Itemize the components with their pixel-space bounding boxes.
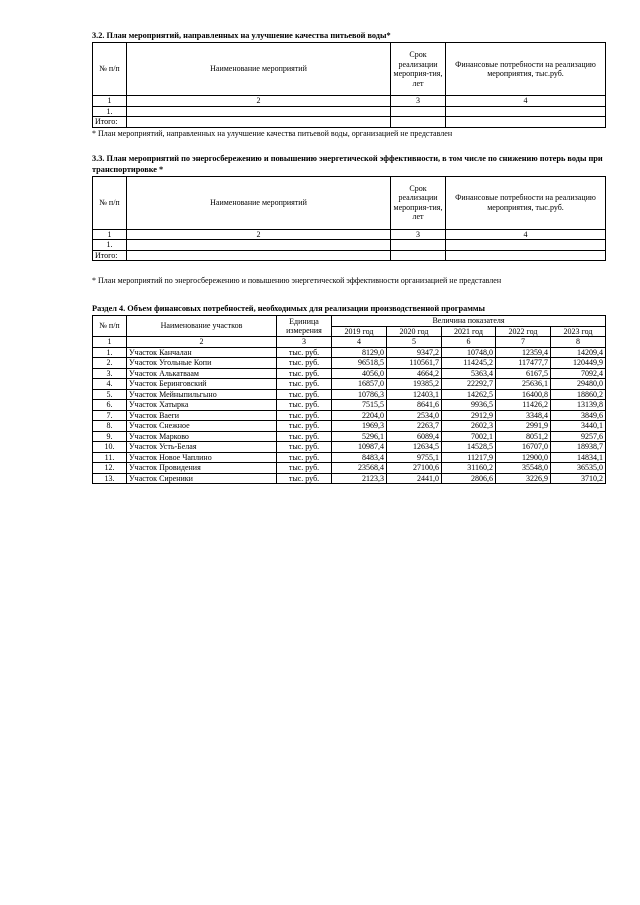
index-cell: 4	[446, 229, 606, 240]
value-2021: 9936,5	[442, 400, 496, 411]
row-number: 1.	[93, 240, 127, 251]
value-2023: 7092,4	[551, 368, 606, 379]
total-label: Итого:	[93, 117, 127, 128]
row-number: 7.	[93, 410, 127, 421]
site-name: Участок Сиреники	[127, 473, 277, 484]
value-2023: 3440,1	[551, 421, 606, 432]
empty-cell	[127, 240, 391, 251]
row-number: 9.	[93, 431, 127, 442]
row-number: 5.	[93, 389, 127, 400]
unit-cell: тыс. руб.	[277, 410, 332, 421]
value-2019: 2123,3	[332, 473, 387, 484]
section-4-body	[93, 347, 606, 484]
unit-cell: тыс. руб.	[277, 452, 332, 463]
col-term-header: Срок реализации мероприя-тия, лет	[391, 43, 446, 96]
value-2019: 10987,4	[332, 442, 387, 453]
col-num-header: № п/п	[93, 316, 127, 337]
value-2019: 10786,3	[332, 389, 387, 400]
row-number: 4.	[93, 379, 127, 390]
table-row	[93, 400, 606, 411]
value-2020: 110561,7	[387, 358, 442, 369]
table-3-3	[92, 176, 606, 262]
site-name: Участок Хатырка	[127, 400, 277, 411]
value-2020: 8641,6	[387, 400, 442, 411]
value-2019: 7515,5	[332, 400, 387, 411]
value-2022: 117477,7	[496, 358, 551, 369]
value-2020: 12403,1	[387, 389, 442, 400]
value-2023: 36535,0	[551, 463, 606, 474]
unit-cell: тыс. руб.	[277, 389, 332, 400]
value-2023: 18938,7	[551, 442, 606, 453]
table-row	[93, 473, 606, 484]
year-header: 2019 год	[332, 326, 387, 337]
value-2021: 14528,5	[442, 442, 496, 453]
value-2022: 12900,0	[496, 452, 551, 463]
value-2019: 96518,5	[332, 358, 387, 369]
value-2023: 3710,2	[551, 473, 606, 484]
value-2019: 8483,4	[332, 452, 387, 463]
value-2023: 9257,6	[551, 431, 606, 442]
index-cell: 8	[551, 337, 606, 348]
value-2019: 5296,1	[332, 431, 387, 442]
value-2022: 35548,0	[496, 463, 551, 474]
row-number: 11.	[93, 452, 127, 463]
unit-cell: тыс. руб.	[277, 473, 332, 484]
index-cell: 3	[277, 337, 332, 348]
index-cell: 2	[127, 337, 277, 348]
empty-cell	[391, 117, 446, 128]
table-row	[93, 463, 606, 474]
row-number: 10.	[93, 442, 127, 453]
site-name: Участок Угольные Копи	[127, 358, 277, 369]
col-name-header: Наименование участков	[127, 316, 277, 337]
empty-cell	[446, 106, 606, 117]
col-finance-header: Финансовые потребности на реализацию мероприятия, тыс.руб.	[446, 176, 606, 229]
unit-cell: тыс. руб.	[277, 379, 332, 390]
table-row	[93, 421, 606, 432]
col-num-header: № п/п	[93, 176, 127, 229]
index-cell: 1	[93, 96, 127, 107]
year-header: 2023 год	[551, 326, 606, 337]
value-2021: 2806,6	[442, 473, 496, 484]
value-2021: 22292,7	[442, 379, 496, 390]
table-row	[93, 431, 606, 442]
table-row	[93, 358, 606, 369]
empty-cell	[446, 250, 606, 261]
value-2022: 8051,2	[496, 431, 551, 442]
value-2020: 27100,6	[387, 463, 442, 474]
unit-cell: тыс. руб.	[277, 421, 332, 432]
row-number: 1.	[93, 106, 127, 117]
value-2020: 9755,1	[387, 452, 442, 463]
value-2023: 18860,2	[551, 389, 606, 400]
value-2022: 2991,9	[496, 421, 551, 432]
table-row	[93, 442, 606, 453]
site-name: Участок Марково	[127, 431, 277, 442]
value-2019: 8129,0	[332, 347, 387, 358]
site-name: Участок Алькатваам	[127, 368, 277, 379]
index-cell: 4	[446, 96, 606, 107]
index-cell: 7	[496, 337, 551, 348]
empty-cell	[446, 117, 606, 128]
index-cell: 4	[332, 337, 387, 348]
value-2021: 11217,9	[442, 452, 496, 463]
site-name: Участок Мейныпильгыно	[127, 389, 277, 400]
unit-cell: тыс. руб.	[277, 368, 332, 379]
unit-cell: тыс. руб.	[277, 442, 332, 453]
site-name: Участок Усть-Белая	[127, 442, 277, 453]
index-cell: 5	[387, 337, 442, 348]
table-3-2	[92, 42, 606, 128]
empty-cell	[127, 250, 391, 261]
empty-cell	[446, 240, 606, 251]
value-2019: 1969,3	[332, 421, 387, 432]
value-2021: 10748,0	[442, 347, 496, 358]
site-name: Участок Канчалан	[127, 347, 277, 358]
index-cell: 6	[442, 337, 496, 348]
empty-cell	[391, 106, 446, 117]
value-2022: 25636,1	[496, 379, 551, 390]
site-name: Участок Новое Чаплино	[127, 452, 277, 463]
value-2023: 13139,8	[551, 400, 606, 411]
value-2022: 16707,0	[496, 442, 551, 453]
value-2019: 16857,0	[332, 379, 387, 390]
value-2023: 14834,1	[551, 452, 606, 463]
unit-cell: тыс. руб.	[277, 347, 332, 358]
row-number: 1.	[93, 347, 127, 358]
value-2020: 6089,4	[387, 431, 442, 442]
empty-cell	[391, 240, 446, 251]
col-name-header: Наименование мероприятий	[127, 43, 391, 96]
value-2023: 3849,6	[551, 410, 606, 421]
value-2019: 4056,0	[332, 368, 387, 379]
value-2021: 2602,3	[442, 421, 496, 432]
section-3-2-heading: 3.2. План мероприятий, направленных на улучшение качества питьевой воды*	[92, 31, 391, 40]
row-number: 12.	[93, 463, 127, 474]
col-term-header: Срок реализации мероприя-тия, лет	[391, 176, 446, 229]
value-2022: 16400,8	[496, 389, 551, 400]
value-2020: 2263,7	[387, 421, 442, 432]
value-2020: 12634,5	[387, 442, 442, 453]
value-2020: 2441,0	[387, 473, 442, 484]
value-2023: 14209,4	[551, 347, 606, 358]
value-2022: 3226,9	[496, 473, 551, 484]
col-name-header: Наименование мероприятий	[127, 176, 391, 229]
value-2022: 12359,4	[496, 347, 551, 358]
table-section-4	[92, 315, 606, 484]
value-2022: 3348,4	[496, 410, 551, 421]
index-cell: 3	[391, 96, 446, 107]
total-label: Итого:	[93, 250, 127, 261]
value-2021: 31160,2	[442, 463, 496, 474]
row-number: 6.	[93, 400, 127, 411]
unit-cell: тыс. руб.	[277, 463, 332, 474]
value-2020: 2534,0	[387, 410, 442, 421]
site-name: Участок Беринговский	[127, 379, 277, 390]
site-name: Участок Провидения	[127, 463, 277, 474]
row-number: 2.	[93, 358, 127, 369]
section-3-2-footnote: * План мероприятий, направленных на улучшение качества питьевой воды, организацией не представлен	[92, 128, 453, 138]
unit-cell: тыс. руб.	[277, 358, 332, 369]
empty-cell	[127, 117, 391, 128]
table-row	[93, 347, 606, 358]
empty-cell	[391, 250, 446, 261]
value-2019: 2204,0	[332, 410, 387, 421]
value-2021: 114245,2	[442, 358, 496, 369]
table-row	[93, 368, 606, 379]
col-unit-header: Единица измерения	[277, 316, 332, 337]
value-2022: 6167,5	[496, 368, 551, 379]
row-number: 13.	[93, 473, 127, 484]
value-2021: 7002,1	[442, 431, 496, 442]
value-2020: 4664,2	[387, 368, 442, 379]
unit-cell: тыс. руб.	[277, 400, 332, 411]
index-cell: 1	[93, 229, 127, 240]
index-cell: 2	[127, 96, 391, 107]
index-cell: 1	[93, 337, 127, 348]
value-2021: 5363,4	[442, 368, 496, 379]
value-2019: 23568,4	[332, 463, 387, 474]
col-finance-header: Финансовые потребности на реализацию мероприятия, тыс.руб.	[446, 43, 606, 96]
section-4-heading: Раздел 4. Объем финансовых потребностей, необходимых для реализации производственной программы	[92, 304, 486, 313]
row-number: 3.	[93, 368, 127, 379]
index-cell: 2	[127, 229, 391, 240]
site-name: Участок Снежное	[127, 421, 277, 432]
value-2022: 11426,2	[496, 400, 551, 411]
site-name: Участок Ваеги	[127, 410, 277, 421]
section-3-3-heading: 3.3. План мероприятий по энергосбережению и повышению энергетической эффективности, в том числе по снижению потерь воды при транспортировке *	[92, 153, 603, 174]
table-row	[93, 389, 606, 400]
col-value-header: Величина показателя	[332, 316, 606, 327]
empty-cell	[127, 106, 391, 117]
index-cell: 3	[391, 229, 446, 240]
year-header: 2022 год	[496, 326, 551, 337]
value-2020: 9347,2	[387, 347, 442, 358]
value-2023: 120449,9	[551, 358, 606, 369]
year-header: 2021 год	[442, 326, 496, 337]
row-number: 8.	[93, 421, 127, 432]
year-header: 2020 год	[387, 326, 442, 337]
value-2023: 29480,0	[551, 379, 606, 390]
table-row	[93, 452, 606, 463]
section-3-3-footnote: * План мероприятий по энергосбережению и повышению энергетической эффективности организацией не представлен	[92, 276, 502, 285]
table-row	[93, 379, 606, 390]
col-num-header: № п/п	[93, 43, 127, 96]
document-page	[92, 30, 605, 484]
value-2020: 19385,2	[387, 379, 442, 390]
value-2021: 2912,9	[442, 410, 496, 421]
unit-cell: тыс. руб.	[277, 431, 332, 442]
value-2021: 14262,5	[442, 389, 496, 400]
table-row	[93, 410, 606, 421]
